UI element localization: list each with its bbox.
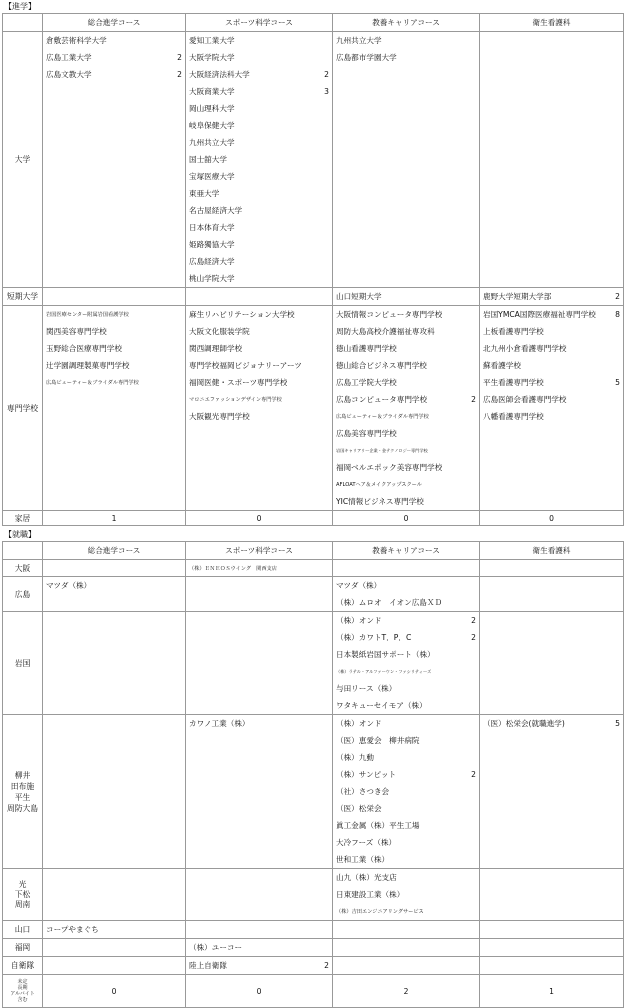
entry-name: 北九州小倉看護専門学校	[483, 344, 567, 353]
entry-name: 宝塚医療大学	[189, 172, 235, 181]
list-item	[480, 288, 623, 305]
list-item	[186, 560, 332, 576]
list-item	[333, 800, 479, 817]
list-item	[333, 612, 479, 629]
list-item	[186, 391, 332, 408]
list-item	[186, 323, 332, 340]
total-value: 2	[333, 975, 480, 1008]
list-item	[186, 202, 332, 219]
list-item	[333, 323, 479, 340]
entry-name: コープやまぐち	[46, 925, 99, 934]
list-item	[186, 957, 332, 974]
entry-name: 周防大島高校介護福祉専攻科	[336, 327, 435, 336]
table-row	[3, 288, 624, 306]
list-item	[43, 374, 185, 391]
table-cell	[480, 288, 624, 306]
entry-name: 東亜大学	[189, 189, 220, 198]
entry-name: 岩国医療センター附属岩国看護学校	[46, 312, 129, 318]
list-item	[333, 629, 479, 646]
list-item	[186, 185, 332, 202]
list-item	[333, 680, 479, 697]
entry-name: （医）松栄会	[336, 804, 382, 813]
entry-name: マロニエファッションデザイン専門学校	[189, 397, 282, 403]
table-row	[3, 869, 624, 921]
entry-name: （株）サンピット	[336, 770, 397, 779]
list-item	[186, 340, 332, 357]
entry-name: 八幡看護専門学校	[483, 412, 544, 421]
list-item	[333, 340, 479, 357]
entry-name: 岩国キャリアリー企業・金テクノロジー専門学校	[336, 447, 428, 453]
entry-name: （株）ユーコー	[189, 943, 243, 952]
row-label: 専門学校	[3, 306, 43, 511]
list-item	[333, 903, 479, 920]
entry-name: マツダ（株）	[336, 581, 382, 590]
list-item	[480, 391, 623, 408]
entry-name: （医）松栄会(就職進学)	[483, 719, 565, 728]
list-item	[333, 425, 479, 442]
row-label: 大学	[3, 32, 43, 288]
list-item	[333, 32, 479, 49]
table-cell	[333, 869, 480, 921]
table-cell	[186, 612, 333, 715]
table-row	[3, 560, 624, 577]
table-cell	[186, 939, 333, 957]
list-item	[186, 306, 332, 323]
table-cell	[333, 957, 480, 975]
table-row	[3, 612, 624, 715]
table-cell	[480, 560, 624, 577]
list-item	[186, 117, 332, 134]
list-item	[186, 151, 332, 168]
list-item	[480, 340, 623, 357]
list-item	[43, 357, 185, 374]
entry-count: 5	[615, 719, 620, 728]
entry-name: 徳山総合ビジネス専門学校	[336, 361, 427, 370]
list-item	[480, 357, 623, 374]
entry-name: （株）九動	[336, 753, 374, 762]
list-item	[333, 766, 479, 783]
list-item	[333, 869, 479, 886]
header-column: 総合進学コース	[43, 542, 186, 560]
list-item	[186, 32, 332, 49]
entry-name: 大阪経済法科大学	[189, 70, 250, 79]
total-value: 0	[186, 975, 333, 1008]
list-item	[333, 306, 479, 323]
table-row	[3, 715, 624, 869]
entry-count: 2	[615, 292, 620, 301]
list-item	[186, 219, 332, 236]
table-cell	[333, 921, 480, 939]
entry-count: 2	[471, 395, 476, 404]
entry-name: 麻生リハビリテーション大学校	[189, 310, 295, 319]
entry-name: 徳山看護専門学校	[336, 344, 397, 353]
table-cell	[43, 577, 186, 612]
row-label: 短期大学	[3, 288, 43, 306]
entry-name: 山口短期大学	[336, 292, 382, 301]
section-title-shushoku: 【就職】	[4, 530, 36, 539]
entry-name: 与田リース（株）	[336, 684, 397, 693]
list-item	[333, 288, 479, 305]
table-cell	[480, 869, 624, 921]
entry-name: 大阪文化服装学院	[189, 327, 250, 336]
entry-name: （株）ムロオ イオン広島ＸＤ	[336, 598, 443, 607]
entry-name: （株）ＥＮＥＯＳウイング 関西支店	[189, 565, 277, 572]
entry-name: 世和工業（株）	[336, 855, 390, 864]
table-cell	[333, 32, 480, 288]
entry-name: 桃山学院大学	[189, 274, 235, 283]
row-label: 未定 長期 アルバイト 含む	[3, 975, 43, 1008]
entry-name: 大阪情報コンピュータ専門学校	[336, 310, 443, 319]
list-item	[43, 306, 185, 323]
entry-name: 広島工業大学	[46, 53, 92, 62]
row-label: 山口	[3, 921, 43, 939]
list-item	[186, 134, 332, 151]
list-item	[186, 168, 332, 185]
table-cell	[186, 306, 333, 511]
table-row	[3, 306, 624, 511]
row-label: 大阪	[3, 560, 43, 577]
table-cell	[333, 577, 480, 612]
list-item	[43, 921, 185, 938]
entry-count: 5	[615, 378, 620, 387]
entry-count: 2	[177, 70, 182, 79]
list-item	[186, 49, 332, 66]
table-cell	[43, 306, 186, 511]
list-item	[333, 49, 479, 66]
entry-name: 大冷フーズ（株）	[336, 838, 397, 847]
total-value: 0	[480, 511, 624, 526]
total-value: 0	[43, 975, 186, 1008]
header-corner	[3, 542, 43, 560]
row-label: 広島	[3, 577, 43, 612]
total-value: 1	[43, 511, 186, 526]
table-cell	[480, 612, 624, 715]
table-cell	[186, 921, 333, 939]
total-value: 0	[333, 511, 480, 526]
shushoku-table	[2, 541, 624, 1008]
table-row	[3, 939, 624, 957]
list-item	[186, 408, 332, 425]
list-item	[333, 357, 479, 374]
total-value: 0	[186, 511, 333, 526]
entry-name: 辻学園調理製菓専門学校	[46, 361, 130, 370]
header-column: 衛生看護科	[480, 542, 624, 560]
entry-name: 広島美容専門学校	[336, 429, 397, 438]
entry-name: 九州共立大学	[336, 36, 382, 45]
header-column: 総合進学コース	[43, 14, 186, 32]
entry-name: 広島文教大学	[46, 70, 92, 79]
header-column: 教養キャリアコース	[333, 14, 480, 32]
entry-name: 専門学校福岡ビジョナリーアーツ	[189, 361, 302, 370]
table-cell	[186, 577, 333, 612]
entry-name: 倉敷芸術科学大学	[46, 36, 107, 45]
table-cell	[186, 957, 333, 975]
list-item	[480, 408, 623, 425]
list-item	[186, 66, 332, 83]
list-item	[333, 715, 479, 732]
table-cell	[480, 939, 624, 957]
entry-name: カワノ工業（株）	[189, 719, 250, 728]
entry-name: （医）恵愛会 柳井病院	[336, 736, 420, 745]
entry-name: 日本体育大学	[189, 223, 235, 232]
list-item	[480, 374, 623, 391]
entry-name: 平生看護専門学校	[483, 378, 544, 387]
header-column: 衛生看護科	[480, 14, 624, 32]
shingaku-header-row	[3, 14, 624, 32]
row-label: 岩国	[3, 612, 43, 715]
row-label: 自衛隊	[3, 957, 43, 975]
entry-count: 3	[324, 87, 329, 96]
entry-name: 岩国YMCA国際医療福祉専門学校	[483, 310, 596, 319]
total-row	[3, 511, 624, 526]
entry-name: （株）ラテル・アルファーウン・ファシリティーズ	[336, 668, 432, 674]
list-item	[333, 697, 479, 714]
list-item	[333, 817, 479, 834]
row-label: 柳井 田布施 平生 周防大島	[3, 715, 43, 869]
entry-name: 上板看護専門学校	[483, 327, 544, 336]
entry-count: 2	[471, 633, 476, 642]
entry-name: 関西美容専門学校	[46, 327, 107, 336]
entry-name: 広島コンピュータ専門学校	[336, 395, 428, 404]
table-cell	[480, 715, 624, 869]
table-cell	[333, 560, 480, 577]
header-column: スポーツ科学コース	[186, 14, 333, 32]
entry-name: 福岡医健・スポーツ専門学校	[189, 378, 288, 387]
header-column: スポーツ科学コース	[186, 542, 333, 560]
list-item	[333, 493, 479, 510]
entry-name: 大阪商業大学	[189, 87, 235, 96]
entry-name: 大阪学院大学	[189, 53, 235, 62]
entry-name: （株）吉田エンジニアリングサービス	[336, 909, 424, 915]
table-cell	[333, 288, 480, 306]
list-item	[480, 323, 623, 340]
entry-name: （株）オンド	[336, 616, 382, 625]
entry-name: 蘇看護学校	[483, 361, 521, 370]
list-item	[43, 49, 185, 66]
list-item	[333, 374, 479, 391]
list-item	[186, 939, 332, 956]
entry-name: 広島経済大学	[189, 257, 235, 266]
table-cell	[43, 921, 186, 939]
table-cell	[186, 715, 333, 869]
entry-name: 岡山理科大学	[189, 104, 235, 113]
entry-name: 玉野総合医療専門学校	[46, 344, 122, 353]
list-item	[333, 749, 479, 766]
entry-name: 眞工金属（株）平生工場	[336, 821, 420, 830]
list-item	[186, 83, 332, 100]
list-item	[333, 886, 479, 903]
entry-count: 2	[471, 616, 476, 625]
table-cell	[43, 288, 186, 306]
shushoku-header-row	[3, 542, 624, 560]
table-cell	[186, 560, 333, 577]
list-item	[333, 577, 479, 594]
list-item	[333, 732, 479, 749]
entry-name: 愛知工業大学	[189, 36, 235, 45]
total-value: 1	[480, 975, 624, 1008]
table-cell	[333, 939, 480, 957]
table-cell	[43, 715, 186, 869]
row-label: 家居	[3, 511, 43, 526]
entry-count: 2	[324, 70, 329, 79]
entry-count: 2	[324, 961, 329, 970]
shingaku-table	[2, 13, 624, 526]
entry-name: 関西調理師学校	[189, 344, 243, 353]
list-item	[186, 253, 332, 270]
entry-name: 名古屋経済大学	[189, 206, 243, 215]
entry-name: 九州共立大学	[189, 138, 235, 147]
table-cell	[186, 288, 333, 306]
table-cell	[480, 32, 624, 288]
entry-name: 岐阜保健大学	[189, 121, 235, 130]
entry-name: 福岡ベルエポック美容専門学校	[336, 463, 443, 472]
entry-name: 陸上自衛隊	[189, 961, 227, 970]
entry-name: 広島工学院大学校	[336, 378, 397, 387]
list-item	[186, 270, 332, 287]
list-item	[333, 834, 479, 851]
table-cell	[333, 306, 480, 511]
list-item	[186, 357, 332, 374]
list-item	[43, 66, 185, 83]
list-item	[186, 236, 332, 253]
list-item	[43, 340, 185, 357]
table-row	[3, 32, 624, 288]
entry-name: 大阪観光専門学校	[189, 412, 250, 421]
entry-name: 広島ビューティー＆ブライダル専門学校	[46, 380, 139, 386]
list-item	[333, 594, 479, 611]
table-cell	[43, 957, 186, 975]
entry-count: 8	[615, 310, 620, 319]
list-item	[480, 715, 623, 732]
entry-name: AFLOATヘア＆メイクアップスクール	[336, 482, 422, 488]
table-cell	[43, 560, 186, 577]
entry-name: 広島都市学園大学	[336, 53, 397, 62]
table-cell	[480, 921, 624, 939]
list-item	[333, 391, 479, 408]
table-row	[3, 577, 624, 612]
entry-name: マツダ（株）	[46, 581, 92, 590]
list-item	[480, 306, 623, 323]
entry-name: ワタキューセイモア（株）	[336, 701, 427, 710]
list-item	[333, 783, 479, 800]
entry-name: 国士舘大学	[189, 155, 227, 164]
entry-name: （株）オンド	[336, 719, 382, 728]
entry-name: （社）さつき会	[336, 787, 390, 796]
entry-count: 2	[471, 770, 476, 779]
list-item	[333, 851, 479, 868]
list-item	[186, 100, 332, 117]
list-item	[333, 646, 479, 663]
entry-name: 広島医師会看護専門学校	[483, 395, 567, 404]
list-item	[43, 32, 185, 49]
entry-count: 2	[177, 53, 182, 62]
table-cell	[480, 577, 624, 612]
entry-name: 鹿野大学短期大学部	[483, 292, 552, 301]
table-row	[3, 921, 624, 939]
entry-name: 日本製紙岩国サポート（株）	[336, 650, 435, 659]
entry-name: 山九（株）光支店	[336, 873, 397, 882]
entry-name: 広島ビューティー＆ブライダル専門学校	[336, 414, 429, 420]
entry-name: 姫路獨協大学	[189, 240, 235, 249]
header-corner	[3, 14, 43, 32]
row-label: 光 下松 周南	[3, 869, 43, 921]
table-row	[3, 957, 624, 975]
list-item	[43, 577, 185, 594]
table-cell	[186, 32, 333, 288]
table-cell	[333, 715, 480, 869]
table-cell	[43, 939, 186, 957]
list-item	[333, 476, 479, 493]
list-item	[186, 374, 332, 391]
list-item	[333, 663, 479, 680]
table-cell	[186, 869, 333, 921]
list-item	[333, 459, 479, 476]
table-cell	[43, 612, 186, 715]
row-label: 福岡	[3, 939, 43, 957]
total-row	[3, 975, 624, 1008]
section-title-shingaku: 【進学】	[4, 2, 36, 11]
table-cell	[480, 957, 624, 975]
table-cell	[43, 32, 186, 288]
list-item	[333, 442, 479, 459]
list-item	[43, 323, 185, 340]
list-item	[186, 715, 332, 732]
header-column: 教養キャリアコース	[333, 542, 480, 560]
table-cell	[480, 306, 624, 511]
entry-name: YIC情報ビジネス専門学校	[336, 497, 424, 506]
list-item	[333, 408, 479, 425]
entry-name: 日東建設工業（株）	[336, 890, 405, 899]
entry-name: （株）カワトT．P．C	[336, 633, 412, 642]
table-cell	[43, 869, 186, 921]
table-cell	[333, 612, 480, 715]
